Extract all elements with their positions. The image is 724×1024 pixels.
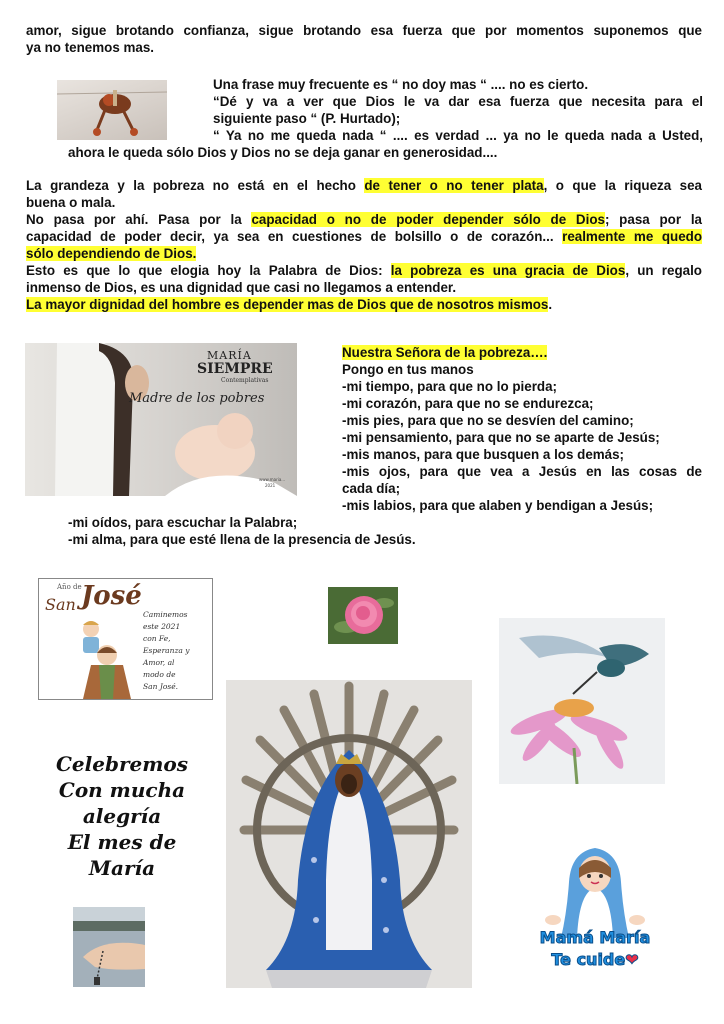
text-line: “ Ya no me queda nada “ .... es verdad ... ya no le queda nada a Usted, bbox=[213, 128, 703, 143]
prayer-line: -mi alma, para que esté llena de la presencia de Jesús. bbox=[68, 532, 416, 547]
text-line: “Dé y va a ver que Dios le va dar esa fuerza que necesita para el bbox=[213, 94, 703, 109]
san-label: San bbox=[45, 595, 76, 614]
te-cuide-label bbox=[533, 950, 657, 969]
text-line bbox=[26, 245, 702, 262]
text-line: ahora le queda sólo Dios y Dios no se deja ganar en generosidad.... bbox=[68, 145, 498, 160]
card-caption: Madre de los pobres bbox=[129, 391, 265, 406]
prayer-title bbox=[342, 344, 547, 361]
text-span: , un regalo bbox=[625, 263, 702, 278]
prayer-line: -mi oídos, para escuchar la Palabra; bbox=[68, 515, 298, 530]
text-span: capacidad de poder decir, ya sea en cuestiones de bolsillo o de corazón... bbox=[26, 229, 563, 244]
text-line: amor, sigue brotando confianza, sigue brotando esa fuerza que por momentos suponemos que bbox=[26, 23, 702, 38]
highlight: Nuestra Señora de la pobreza…. bbox=[342, 345, 548, 360]
card-small-year: 2021 bbox=[265, 483, 276, 488]
text-line: Una frase muy frecuente es “ no doy mas “ .... no es cierto. bbox=[213, 77, 589, 92]
text-line: ya no tenemos mas. bbox=[26, 40, 155, 55]
text-line: este 2021 bbox=[143, 622, 181, 631]
te-cuide-text: Te cuide bbox=[551, 950, 626, 969]
text-line bbox=[26, 177, 702, 194]
prayer-line: -mis pies, para que no se desvíen del camino; bbox=[342, 413, 634, 428]
text-span: No pasa por ahí. Pasa por la bbox=[26, 212, 252, 227]
text-line: Amor, al bbox=[143, 658, 175, 667]
prayer-intro: Pongo en tus manos bbox=[342, 362, 474, 377]
text-span: ; pasa por la bbox=[604, 212, 702, 227]
celebremos-line: Con mucha bbox=[58, 778, 186, 802]
mama-maria-image bbox=[525, 842, 665, 982]
text-line: siguiente paso “ (P. Hurtado); bbox=[213, 111, 401, 126]
jose-label: José bbox=[81, 581, 142, 611]
madre-de-los-pobres-image bbox=[25, 343, 297, 496]
card-small: www.maria... bbox=[259, 477, 286, 482]
highlight: La mayor dignidad del hombre es depender mas de Dios que de nosotros mismos bbox=[26, 297, 549, 312]
virgen-image bbox=[226, 680, 472, 988]
highlight: sólo dependiendo de Dios. bbox=[26, 246, 197, 261]
prayer-line: -mis ojos, para que vea a Jesús en las cosas de bbox=[342, 464, 702, 479]
prayer-line: -mis labios, para que alaben y bendigan a Jesús; bbox=[342, 498, 654, 513]
celebremos-line: El mes de bbox=[67, 830, 177, 854]
highlight: la pobreza es una gracia de Dios bbox=[390, 263, 626, 278]
mama-maria-label: Mamá María bbox=[539, 928, 651, 947]
highlight: de tener o no tener plata bbox=[364, 178, 544, 193]
text-line bbox=[26, 262, 702, 279]
text-line bbox=[26, 296, 702, 313]
highlight: realmente me quedo bbox=[562, 229, 702, 244]
brand-name: SIEMPRE bbox=[197, 361, 273, 377]
prayer-line: -mis manos, para que busquen a los demás; bbox=[342, 447, 625, 462]
text-line: San José. bbox=[143, 682, 179, 691]
celebremos-line: Celebremos bbox=[56, 752, 188, 776]
text-line: con Fe, bbox=[143, 634, 171, 643]
heart-icon: ❤ bbox=[625, 950, 639, 969]
clothespin-image bbox=[57, 80, 167, 140]
san-jose-illustration bbox=[61, 619, 141, 699]
text-span: La grandeza y la pobreza no está en el hecho bbox=[26, 178, 365, 193]
text-span: . bbox=[548, 297, 553, 312]
hummingbird-image bbox=[499, 618, 665, 784]
brand-sub: Contemplativas bbox=[221, 377, 269, 384]
ano-de-label: Año de bbox=[57, 583, 82, 591]
text-line bbox=[26, 211, 702, 228]
text-span: Esto es que lo que elogia hoy la Palabra de Dios: bbox=[26, 263, 391, 278]
rose-image bbox=[328, 587, 398, 644]
ano-san-jose-image bbox=[38, 578, 213, 700]
text-line: Esperanza y bbox=[143, 646, 190, 655]
highlight: capacidad o no de poder depender sólo de Dios bbox=[251, 212, 605, 227]
text-line bbox=[26, 228, 702, 245]
text-line: modo de bbox=[143, 670, 176, 679]
brand-top: MARÍA bbox=[207, 349, 252, 362]
rosary-hand-image bbox=[73, 907, 145, 987]
text-line: Caminemos bbox=[143, 610, 188, 619]
text-line: inmenso de Dios, es una dignidad que casi no llegamos a entender. bbox=[26, 280, 457, 295]
prayer-line: -mi corazón, para que no se endurezca; bbox=[342, 396, 594, 411]
text-span: , o que la riqueza sea bbox=[543, 178, 702, 193]
text-line: buena o mala. bbox=[26, 195, 116, 210]
san-jose-text bbox=[143, 609, 211, 693]
prayer-line: -mi pensamiento, para que no se aparte de Jesús; bbox=[342, 430, 660, 445]
prayer-line: cada día; bbox=[342, 481, 401, 496]
celebremos-line: María bbox=[88, 856, 156, 880]
celebremos-line: alegría bbox=[82, 804, 162, 828]
prayer-line: -mi tiempo, para que no lo pierda; bbox=[342, 379, 558, 394]
